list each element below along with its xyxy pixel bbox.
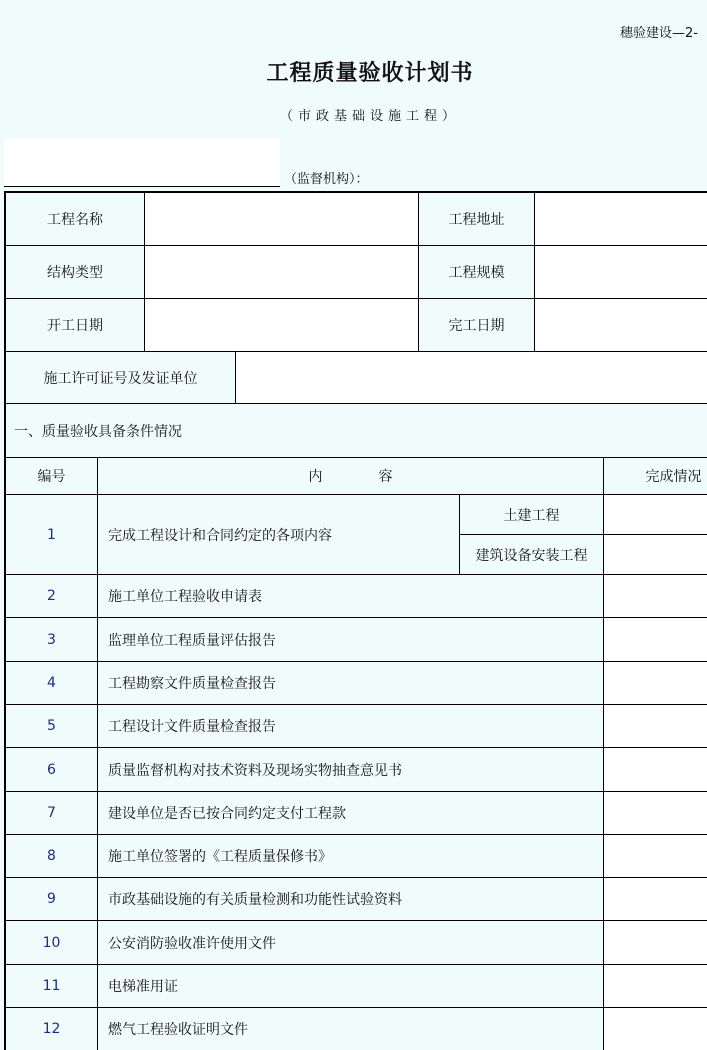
row-number: 7 [6,792,98,835]
row-content: 电梯准用证 [98,965,604,1008]
status-cell[interactable] [604,878,707,921]
status-cell[interactable] [604,618,707,662]
row-content: 工程设计文件质量检查报告 [98,705,604,748]
project-address-field[interactable] [535,193,707,246]
row-number: 9 [6,878,98,921]
status-cell[interactable] [604,965,707,1008]
recipient-label: （监督机构）： [284,172,369,187]
row-number: 11 [6,965,98,1008]
page-title: 工程质量验收计划书 [266,61,474,86]
row-number: 10 [6,921,98,965]
sub-item-civil-works: 土建工程 [460,495,604,535]
row-content: 建设单位是否已按合同约定支付工程款 [98,792,604,835]
row-content: 市政基础设施的有关质量检测和功能性试验资料 [98,878,604,921]
acceptance-plan-table [4,191,707,1050]
project-scale-field[interactable] [535,246,707,299]
status-cell[interactable] [604,495,707,535]
row-content: 工程勘察文件质量检查报告 [98,662,604,705]
row-content: 施工单位签署的《工程质量保修书》 [98,835,604,878]
structure-type-field[interactable] [145,246,419,299]
recipient-input[interactable] [4,138,280,187]
start-date-label: 开工日期 [6,299,145,352]
project-address-label: 工程地址 [419,193,535,246]
row-number: 6 [6,748,98,792]
row-number: 3 [6,618,98,662]
status-cell[interactable] [604,792,707,835]
row-number: 4 [6,662,98,705]
structure-type-label: 结构类型 [6,246,145,299]
status-cell[interactable] [604,575,707,618]
permit-label: 施工许可证号及发证单位 [6,352,236,404]
row-number: 5 [6,705,98,748]
status-cell[interactable] [604,1008,707,1050]
status-cell[interactable] [604,835,707,878]
status-cell[interactable] [604,535,707,575]
row-number: 1 [6,495,98,575]
row-number: 12 [6,1008,98,1050]
row-content: 施工单位工程验收申请表 [98,575,604,618]
column-header-no: 编号 [6,458,98,495]
start-date-field[interactable] [145,299,419,352]
completion-date-field[interactable] [535,299,707,352]
row-number: 8 [6,835,98,878]
sub-item-equipment-installation: 建筑设备安装工程 [460,535,604,575]
project-name-field[interactable] [145,193,419,246]
row-content: 质量监督机构对技术资料及现场实物抽查意见书 [98,748,604,792]
status-cell[interactable] [604,662,707,705]
column-header-status: 完成情况 [604,458,707,495]
row-number: 2 [6,575,98,618]
permit-field[interactable] [236,352,707,404]
status-cell[interactable] [604,921,707,965]
document-code: 穗验建设—2- [620,26,698,41]
status-cell[interactable] [604,748,707,792]
page-subtitle: （市政基础设施工程） [279,109,460,124]
section-title: 一、质量验收具备条件情况 [6,404,707,458]
project-name-label: 工程名称 [6,193,145,246]
row-content: 燃气工程验收证明文件 [98,1008,604,1050]
completion-date-label: 完工日期 [419,299,535,352]
row-content: 监理单位工程质量评估报告 [98,618,604,662]
column-header-content: 内 容 [98,458,604,495]
row-content: 公安消防验收准许使用文件 [98,921,604,965]
status-cell[interactable] [604,705,707,748]
row-content: 完成工程设计和合同约定的各项内容 [98,495,460,575]
project-scale-label: 工程规模 [419,246,535,299]
